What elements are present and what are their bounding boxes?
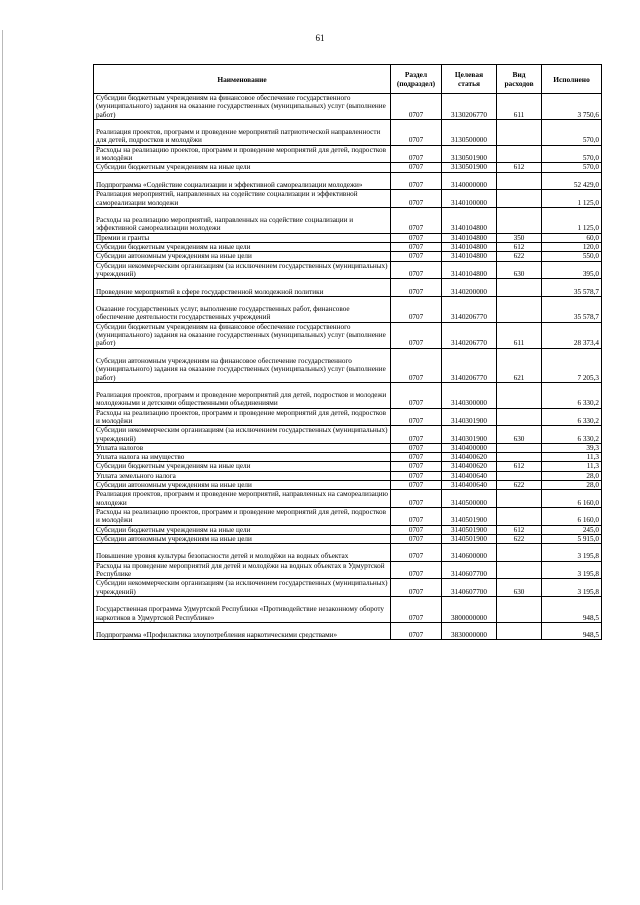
- table-row: [94, 596, 602, 622]
- row-target: 3140000000: [442, 172, 497, 190]
- row-name: Подпрограмма «Содействие социализации и эффективной самореализации молодежи»: [94, 172, 391, 190]
- table-row: [94, 462, 602, 471]
- table-row: [94, 481, 602, 490]
- row-name: Оказание государственных услуг, выполнение государственных работ, финансовое обеспечение деятельности государственных учреждений: [94, 296, 391, 322]
- row-expense-type: 612: [497, 462, 542, 471]
- row-amount: 570,0: [542, 119, 602, 145]
- row-section: 0707: [391, 408, 442, 426]
- row-target: 3140104800: [442, 261, 497, 279]
- scan-edge-mark: [2, 30, 3, 890]
- table-row: [94, 426, 602, 444]
- row-expense-type: [497, 408, 542, 426]
- row-name: Субсидии бюджетным учреждениям на иные цели: [94, 243, 391, 252]
- row-name: Расходы на реализацию проектов, программ и проведение мероприятий для детей, подростков и молодёжи: [94, 408, 391, 426]
- table-row: [94, 453, 602, 462]
- row-section: 0707: [391, 190, 442, 208]
- row-expense-type: [497, 207, 542, 233]
- row-name: Подпрограмма «Профилактика злоупотребления наркотическими средствами»: [94, 622, 391, 640]
- row-section: 0707: [391, 261, 442, 279]
- row-section: 0707: [391, 348, 442, 382]
- row-target: 3140104800: [442, 252, 497, 261]
- row-amount: 28,0: [542, 481, 602, 490]
- row-section: 0707: [391, 622, 442, 640]
- row-name: Проведение мероприятий в сфере государственной молодежной политики: [94, 279, 391, 297]
- row-amount: 39,3: [542, 443, 602, 452]
- row-expense-type: 612: [497, 525, 542, 534]
- row-section: 0707: [391, 94, 442, 120]
- row-name: Уплата налога на имущество: [94, 453, 391, 462]
- row-amount: 570,0: [542, 145, 602, 163]
- row-target: 3140600000: [442, 544, 497, 562]
- row-name: Премии и гранты: [94, 233, 391, 242]
- row-amount: 28,0: [542, 471, 602, 480]
- row-section: 0707: [391, 462, 442, 471]
- row-section: 0707: [391, 534, 442, 543]
- row-target: 3140206770: [442, 296, 497, 322]
- row-section: 0707: [391, 252, 442, 261]
- row-target: 3140501900: [442, 507, 497, 525]
- row-section: 0707: [391, 145, 442, 163]
- table-row: [94, 172, 602, 190]
- row-name: Субсидии автономным учреждениям на иные цели: [94, 534, 391, 543]
- row-expense-type: 350: [497, 233, 542, 242]
- table-row: [94, 261, 602, 279]
- row-expense-type: 630: [497, 426, 542, 444]
- row-name: Реализация проектов, программ и проведение мероприятий для детей, подростков и молодежи молодежными и детскими общественными объединениями: [94, 382, 391, 408]
- table-row: [94, 507, 602, 525]
- header-name: Наименование: [94, 65, 391, 94]
- row-name: Расходы на реализацию проектов, программ и проведение мероприятий для детей, подростков и молодёжи: [94, 507, 391, 525]
- row-amount: 5 915,0: [542, 534, 602, 543]
- table-row: [94, 207, 602, 233]
- row-expense-type: 622: [497, 252, 542, 261]
- row-name: Субсидии некоммерческим организациям (за исключением государственных (муниципальных) учреждений): [94, 426, 391, 444]
- budget-table: [93, 64, 602, 640]
- row-section: 0707: [391, 507, 442, 525]
- row-expense-type: 612: [497, 163, 542, 172]
- row-section: 0707: [391, 453, 442, 462]
- row-target: 3140400620: [442, 462, 497, 471]
- row-name: Государственная программа Удмуртской Республики «Противодействие незаконному обороту наркотиков в Удмуртской Республике»: [94, 596, 391, 622]
- table-row: [94, 443, 602, 452]
- row-amount: 948,5: [542, 596, 602, 622]
- row-target: 3140500000: [442, 490, 497, 508]
- row-section: 0707: [391, 322, 442, 348]
- table-row: [94, 163, 602, 172]
- row-amount: 570,0: [542, 163, 602, 172]
- row-amount: 11,3: [542, 462, 602, 471]
- row-amount: 550,0: [542, 252, 602, 261]
- row-amount: 3 195,8: [542, 561, 602, 579]
- row-name: Повышение уровня культуры безопасности детей и молодёжи на водных объектах: [94, 544, 391, 562]
- row-name: Расходы на проведение мероприятий для детей и молодёжи на водных объектах в Удмуртской Республике: [94, 561, 391, 579]
- row-section: 0707: [391, 279, 442, 297]
- header-expense: Вид расходов: [497, 65, 542, 94]
- row-amount: 52 429,0: [542, 172, 602, 190]
- row-expense-type: 622: [497, 481, 542, 490]
- row-target: 3140300000: [442, 382, 497, 408]
- row-target: 3130501900: [442, 145, 497, 163]
- row-amount: 6 330,2: [542, 382, 602, 408]
- row-expense-type: 622: [497, 534, 542, 543]
- row-amount: 6 160,0: [542, 507, 602, 525]
- row-expense-type: [497, 471, 542, 480]
- row-name: Реализация проектов, программ и проведение мероприятий, направленных на самореализацию молодежи: [94, 490, 391, 508]
- row-section: 0707: [391, 490, 442, 508]
- row-target: 3140501900: [442, 534, 497, 543]
- row-target: 3140206770: [442, 348, 497, 382]
- row-expense-type: [497, 622, 542, 640]
- row-name: Субсидии автономным учреждениям на иные цели: [94, 252, 391, 261]
- row-target: 3830000000: [442, 622, 497, 640]
- row-expense-type: [497, 119, 542, 145]
- row-target: 3140301900: [442, 408, 497, 426]
- row-expense-type: [497, 544, 542, 562]
- row-expense-type: 611: [497, 94, 542, 120]
- table-row: [94, 471, 602, 480]
- table-row: [94, 119, 602, 145]
- row-name: Уплата земельного налога: [94, 471, 391, 480]
- row-name: Субсидии автономным учреждениям на иные цели: [94, 481, 391, 490]
- row-section: 0707: [391, 243, 442, 252]
- row-name: Реализация мероприятий, направленных на содействие социализации и эффективной самореализации молодежи: [94, 190, 391, 208]
- row-expense-type: [497, 296, 542, 322]
- table-row: [94, 190, 602, 208]
- table-row: [94, 544, 602, 562]
- row-target: 3140104800: [442, 207, 497, 233]
- row-target: 3140200000: [442, 279, 497, 297]
- row-amount: 3 195,8: [542, 579, 602, 597]
- row-target: 3800000000: [442, 596, 497, 622]
- row-amount: 1 125,0: [542, 190, 602, 208]
- row-name: Субсидии некоммерческим организациям (за исключением государственных (муниципальных) учреждений): [94, 261, 391, 279]
- row-section: 0707: [391, 233, 442, 242]
- table-row: [94, 408, 602, 426]
- row-target: 3140400640: [442, 481, 497, 490]
- row-name: Субсидии автономным учреждениям на финансовое обеспечение государственного (муниципального) задания на оказание государственных (муниципальных) услуг (выполнение работ): [94, 348, 391, 382]
- table-row: [94, 490, 602, 508]
- row-section: 0707: [391, 525, 442, 534]
- table-row: [94, 622, 602, 640]
- table-row: [94, 296, 602, 322]
- row-expense-type: 621: [497, 348, 542, 382]
- row-expense-type: [497, 443, 542, 452]
- row-target: 3140100000: [442, 190, 497, 208]
- row-target: 3140400000: [442, 443, 497, 452]
- header-section: Раздел (подраздел): [391, 65, 442, 94]
- row-name: Субсидии бюджетным учреждениям на иные цели: [94, 163, 391, 172]
- table-row: [94, 243, 602, 252]
- row-expense-type: [497, 507, 542, 525]
- header-target: Целевая статья: [442, 65, 497, 94]
- row-expense-type: [497, 190, 542, 208]
- row-amount: 3 750,6: [542, 94, 602, 120]
- row-amount: 6 330,2: [542, 408, 602, 426]
- header-amount: Исполнено: [542, 65, 602, 94]
- row-section: 0707: [391, 471, 442, 480]
- row-amount: 395,0: [542, 261, 602, 279]
- table-row: [94, 94, 602, 120]
- row-amount: 1 125,0: [542, 207, 602, 233]
- row-amount: 3 195,8: [542, 544, 602, 562]
- row-expense-type: 611: [497, 322, 542, 348]
- table-row: [94, 252, 602, 261]
- row-target: 3130206770: [442, 94, 497, 120]
- row-name: Уплата налогов: [94, 443, 391, 452]
- row-section: 0707: [391, 296, 442, 322]
- row-expense-type: [497, 596, 542, 622]
- row-expense-type: [497, 561, 542, 579]
- row-amount: 6 160,0: [542, 490, 602, 508]
- row-section: 0707: [391, 481, 442, 490]
- row-section: 0707: [391, 443, 442, 452]
- row-name: Субсидии бюджетным учреждениям на иные цели: [94, 462, 391, 471]
- table-row: [94, 233, 602, 242]
- row-target: 3140400620: [442, 453, 497, 462]
- table-body: [94, 94, 602, 640]
- row-amount: 6 330,2: [542, 426, 602, 444]
- row-target: 3140104800: [442, 243, 497, 252]
- row-name: Субсидии бюджетным учреждениям на иные цели: [94, 525, 391, 534]
- row-name: Реализация проектов, программ и проведение мероприятий патриотической направленности для детей, подростков и молодёжи: [94, 119, 391, 145]
- row-target: 3140607700: [442, 579, 497, 597]
- table-row: [94, 145, 602, 163]
- row-section: 0707: [391, 382, 442, 408]
- table-row: [94, 348, 602, 382]
- table-row: [94, 561, 602, 579]
- row-expense-type: [497, 145, 542, 163]
- table-row: [94, 279, 602, 297]
- row-target: 3140104800: [442, 233, 497, 242]
- row-expense-type: [497, 172, 542, 190]
- row-amount: 948,5: [542, 622, 602, 640]
- row-section: 0707: [391, 163, 442, 172]
- row-expense-type: [497, 453, 542, 462]
- row-name: Субсидии бюджетным учреждениям на финансовое обеспечение государственного (муниципального) задания на оказание государственных (муниципальных) услуг (выполнение работ): [94, 94, 391, 120]
- row-amount: 35 578,7: [542, 296, 602, 322]
- row-amount: 60,0: [542, 233, 602, 242]
- row-expense-type: [497, 279, 542, 297]
- row-expense-type: 630: [497, 261, 542, 279]
- row-name: Субсидии бюджетным учреждениям на финансовое обеспечение государственного (муниципального) задания на оказание государственных (муниципальных) услуг (выполнение работ): [94, 322, 391, 348]
- table-row: [94, 322, 602, 348]
- row-target: 3140206770: [442, 322, 497, 348]
- row-target: 3140501900: [442, 525, 497, 534]
- table-row: [94, 534, 602, 543]
- row-amount: 7 205,3: [542, 348, 602, 382]
- row-name: Расходы на реализацию мероприятий, направленных на содействие социализации и эффективной самореализации молодежи: [94, 207, 391, 233]
- row-expense-type: [497, 490, 542, 508]
- row-section: 0707: [391, 426, 442, 444]
- row-amount: 35 578,7: [542, 279, 602, 297]
- row-target: 3130500000: [442, 119, 497, 145]
- row-expense-type: [497, 382, 542, 408]
- row-section: 0707: [391, 579, 442, 597]
- row-target: 3130501900: [442, 163, 497, 172]
- row-amount: 120,0: [542, 243, 602, 252]
- row-section: 0707: [391, 561, 442, 579]
- table-row: [94, 579, 602, 597]
- row-name: Субсидии некоммерческим организациям (за исключением государственных (муниципальных) учреждений): [94, 579, 391, 597]
- row-section: 0707: [391, 544, 442, 562]
- row-section: 0707: [391, 207, 442, 233]
- row-target: 3140607700: [442, 561, 497, 579]
- row-amount: 11,3: [542, 453, 602, 462]
- row-amount: 28 373,4: [542, 322, 602, 348]
- table-row: [94, 525, 602, 534]
- page-number: 61: [315, 33, 325, 43]
- row-section: 0707: [391, 172, 442, 190]
- row-target: 3140301900: [442, 426, 497, 444]
- row-target: 3140400640: [442, 471, 497, 480]
- row-name: Расходы на реализацию проектов, программ и проведение мероприятий для детей, подростков и молодёжи: [94, 145, 391, 163]
- row-expense-type: 630: [497, 579, 542, 597]
- row-expense-type: 612: [497, 243, 542, 252]
- row-amount: 245,0: [542, 525, 602, 534]
- row-section: 0707: [391, 119, 442, 145]
- table-row: [94, 382, 602, 408]
- row-section: 0707: [391, 596, 442, 622]
- table-header-row: [94, 65, 602, 94]
